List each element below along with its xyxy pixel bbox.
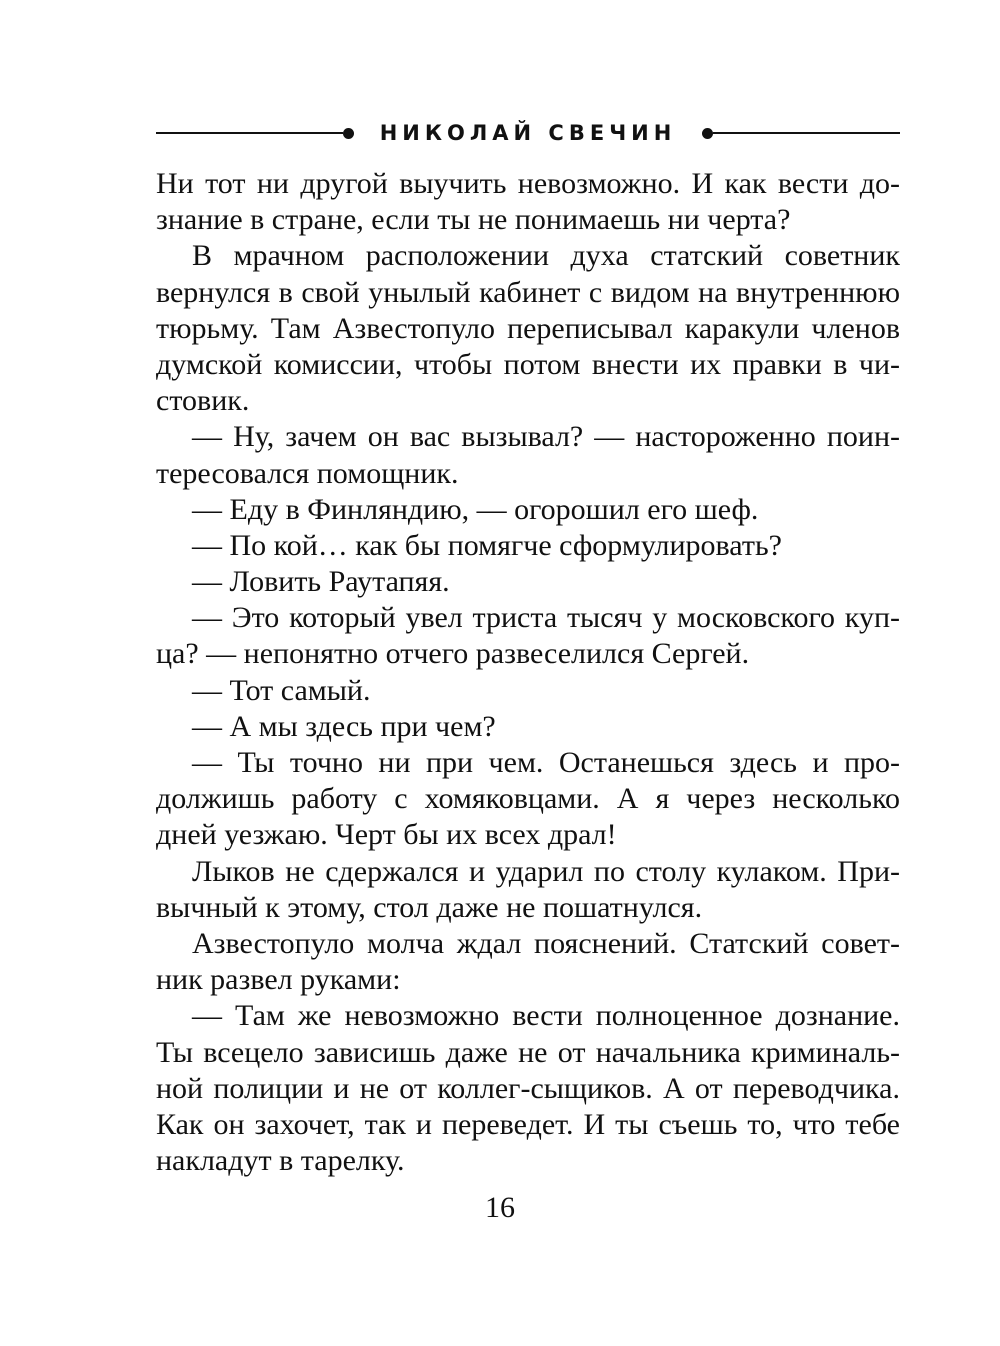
text-line: В мрачном расположении духа статский советник — [192, 239, 900, 273]
header-rule-left — [156, 132, 343, 134]
text-line: Как он захочет, так и переведет. И ты съешь то, что тебе — [156, 1107, 900, 1141]
text-line: — А мы здесь при чем? — [192, 709, 496, 743]
text-line: ной полиции и не от коллег-сыщиков. А от переводчика. — [156, 1071, 900, 1105]
text-line: — Еду в Финляндию, — огорошил его шеф. — [192, 492, 759, 526]
text-line: Азвестопуло молча ждал пояснений. Статский совет- — [192, 926, 900, 960]
text-line: должишь работу с хомяковцами. А я через несколько — [156, 782, 900, 816]
page-header — [156, 118, 900, 148]
text-line: Ни тот ни другой выучить невозможно. И как вести до- — [156, 167, 900, 200]
body-text — [156, 166, 900, 1179]
text-line: тересовался помощник. — [156, 456, 459, 490]
text-line: знание в стране, если ты не понимаешь ни черта? — [156, 203, 791, 237]
running-head-author: НИКОЛАЙ СВЕЧИН — [379, 121, 677, 145]
page-number: 16 — [485, 1191, 515, 1224]
header-dot-right — [702, 128, 713, 139]
text-line: — Это который увел триста тысяч у московского куп- — [192, 601, 900, 635]
text-line: Лыков не сдержался и ударил по столу кулаком. При- — [192, 854, 900, 888]
text-line: Ты всецело зависишь даже не от начальника криминаль- — [156, 1035, 900, 1069]
text-line: думской комиссии, чтобы потом внести их правки в чи- — [156, 347, 900, 381]
text-line: дней уезжаю. Черт бы их всех драл! — [156, 818, 617, 852]
header-dot-left — [343, 128, 354, 139]
text-line: стовик. — [156, 384, 250, 418]
text-line: — По кой… как бы помягче сформулировать? — [192, 528, 782, 562]
text-line: ца? — непонятно отчего развеселился Сергей. — [156, 637, 750, 671]
text-line: — Тот самый. — [192, 673, 371, 707]
text-line: — Ну, зачем он вас вызывал? — настороженно поин- — [192, 420, 900, 454]
text-line: тюрьму. Там Азвестопуло переписывал каракули членов — [156, 311, 900, 345]
text-line: — Ты точно ни при чем. Останешься здесь и про- — [192, 746, 900, 779]
text-line: — Ловить Раутапяя. — [192, 565, 450, 599]
text-line: накладут в тарелку. — [156, 1144, 405, 1178]
text-line: — Там же невозможно вести полноценное дознание. — [192, 999, 900, 1033]
header-rule-right — [713, 132, 900, 134]
text-line: ник развел руками: — [156, 963, 401, 997]
text-line: вернулся в свой унылый кабинет с видом на внутреннюю — [156, 275, 900, 309]
text-line: вычный к этому, стол даже не пошатнулся. — [156, 890, 703, 924]
